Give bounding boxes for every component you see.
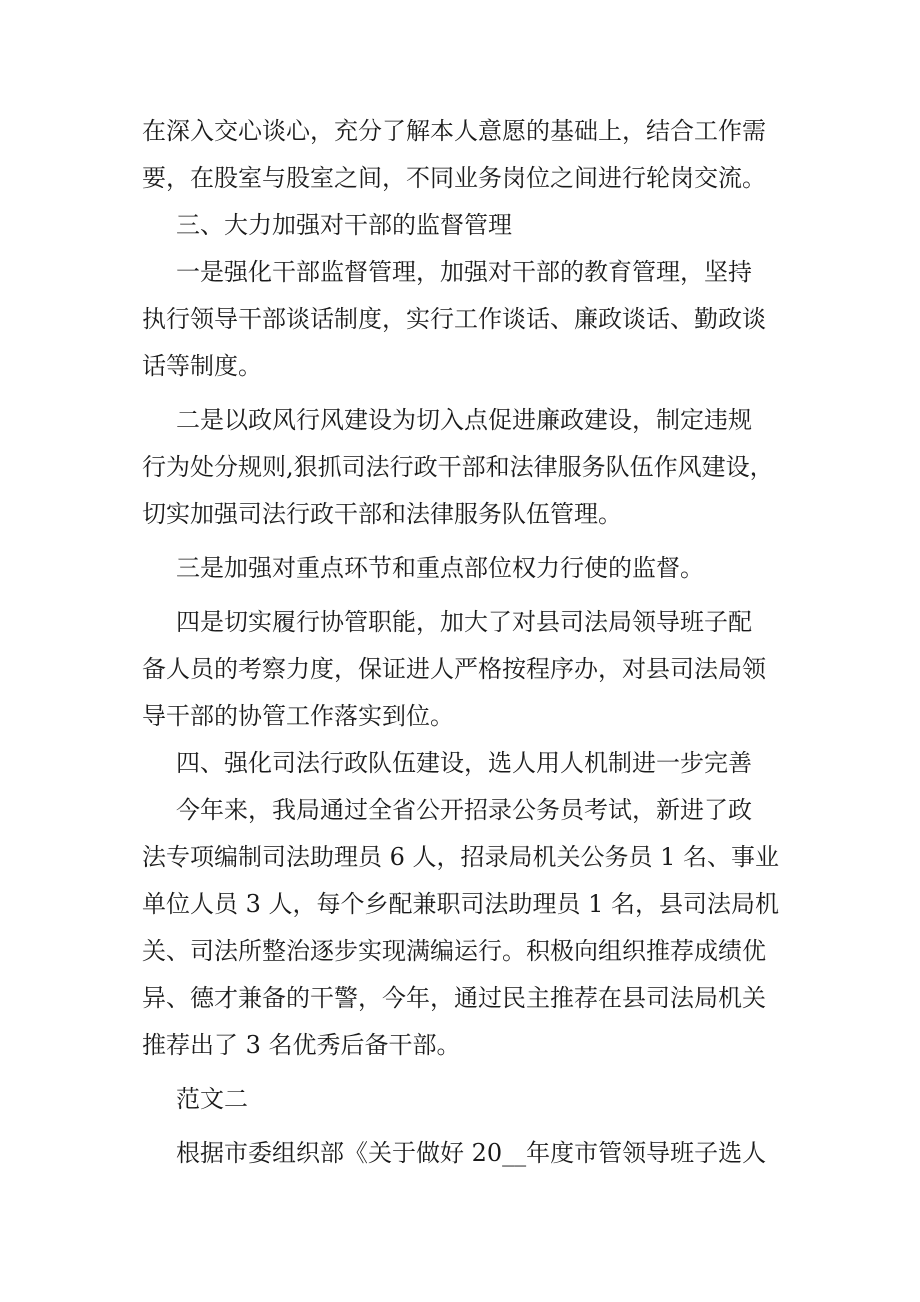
text-line: 推荐出了 3 名优秀后备干部。 [142, 1031, 461, 1059]
text-line: 法专项编制司法助理员 6 人，招录局机关公务员 1 名、事业 [142, 843, 780, 871]
text-line: 切实加强司法行政干部和法律服务队伍管理。 [142, 500, 622, 528]
text-line: 话等制度。 [142, 352, 262, 380]
text-line: 行为处分规则,狠抓司法行政干部和法律服务队伍作风建设， [142, 453, 774, 481]
text-line: 二是以政风行风建设为切入点促进廉政建设，制定违规 [176, 406, 752, 434]
text-line: 在深入交心谈心，充分了解本人意愿的基础上，结合工作需 [142, 117, 766, 145]
text-line: 一是强化干部监督管理，加强对干部的教育管理，坚持 [176, 258, 752, 286]
text-line: 单位人员 3 人，每个乡配兼职司法助理员 1 名，县司法局机 [142, 890, 780, 918]
text-line: 异、德才兼备的干警，今年，通过民主推荐在县司法局机关 [142, 984, 766, 1012]
section-heading: 三、大力加强对干部的监督管理 [176, 211, 512, 239]
section-title: 范文二 [176, 1085, 248, 1113]
text-line: 要，在股室与股室之间，不同业务岗位之间进行轮岗交流。 [142, 164, 766, 192]
text-line: 导干部的协管工作落实到位。 [142, 702, 454, 730]
text-line: 关、司法所整治逐步实现满编运行。积极向组织推荐成绩优 [142, 937, 766, 965]
document-body [142, 108, 802, 1177]
text-line: 执行领导干部谈话制度，实行工作谈话、廉政谈话、勤政谈 [142, 305, 766, 333]
section-heading: 四、强化司法行政队伍建设，选人用人机制进一步完善 [176, 749, 752, 777]
text-line: 备人员的考察力度，保证进人严格按程序办，对县司法局领 [142, 655, 766, 683]
text-line: 根据市委组织部《关于做好 20__年度市管领导班子选人 [176, 1139, 767, 1167]
text-line: 今年来，我局通过全省公开招录公务员考试，新进了政 [176, 796, 752, 824]
text-line: 三是加强对重点环节和重点部位权力行使的监督。 [176, 554, 704, 582]
text-line: 四是切实履行协管职能，加大了对县司法局领导班子配 [176, 608, 752, 636]
